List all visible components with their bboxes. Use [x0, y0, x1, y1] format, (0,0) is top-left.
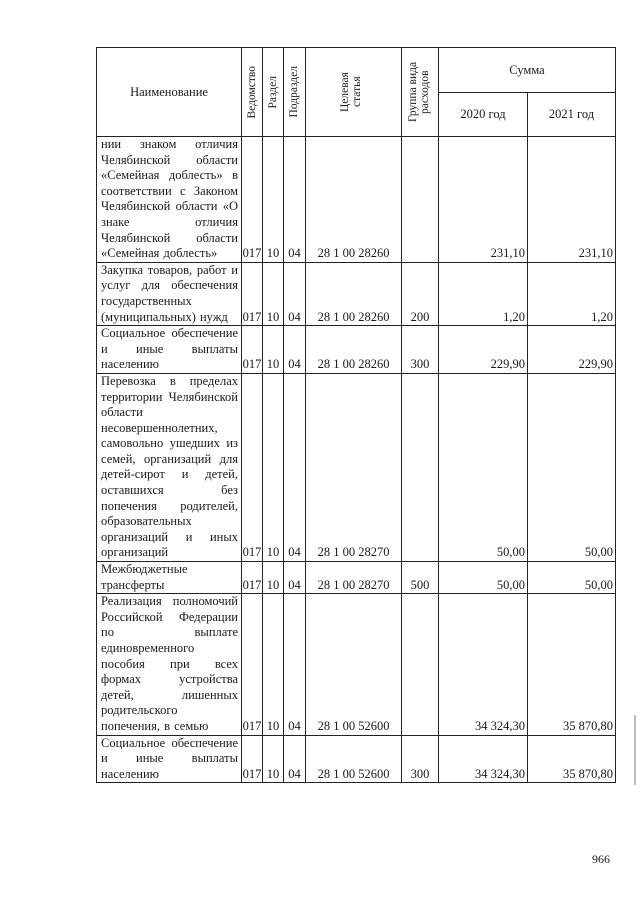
row-razdel-cell: 10	[263, 562, 284, 594]
row-vedomstvo-cell: 017	[242, 373, 263, 561]
row-celevaya-cell: 28 1 00 28270	[306, 373, 402, 561]
row-podrazdel-cell: 04	[284, 562, 306, 594]
row-celevaya-cell: 28 1 00 28260	[306, 262, 402, 325]
row-podrazdel-cell: 04	[284, 262, 306, 325]
header-summa-label: Сумма	[509, 62, 545, 77]
table-row	[97, 326, 616, 374]
row-name-cell: Закупка товаров, работ и услуг для обеспечения государственных (муниципальных) нужд	[97, 262, 242, 325]
table-body	[97, 137, 616, 783]
row-gruppa-cell: 200	[402, 262, 439, 325]
row-gruppa-cell: 300	[402, 326, 439, 374]
row-razdel-cell: 10	[263, 137, 284, 263]
row-gruppa-cell	[402, 373, 439, 561]
header-name	[97, 48, 242, 137]
header-year-2021-label: 2021 год	[548, 107, 595, 121]
row-celevaya-cell: 28 1 00 28260	[306, 137, 402, 263]
header-year-2021	[528, 93, 616, 137]
row-sum-2021-cell: 35 870,80	[528, 735, 616, 783]
row-sum-2020-cell: 231,10	[439, 137, 528, 263]
table-row	[97, 373, 616, 561]
table-row	[97, 594, 616, 735]
row-sum-2021-cell: 35 870,80	[528, 594, 616, 735]
header-vedomstvo	[242, 48, 263, 137]
row-gruppa-cell	[402, 594, 439, 735]
row-vedomstvo-cell: 017	[242, 735, 263, 783]
row-name-cell: Социальное обеспечение и иные выплаты населению	[97, 326, 242, 374]
row-gruppa-cell: 300	[402, 735, 439, 783]
row-celevaya-cell: 28 1 00 28270	[306, 562, 402, 594]
row-name-cell: Межбюджетные трансферты	[97, 562, 242, 594]
row-sum-2021-cell: 1,20	[528, 262, 616, 325]
row-razdel-cell: 10	[263, 262, 284, 325]
row-razdel-cell: 10	[263, 735, 284, 783]
row-podrazdel-cell: 04	[284, 735, 306, 783]
header-vedomstvo-label: Ведомство	[245, 65, 258, 119]
header-razdel	[263, 48, 284, 137]
row-sum-2020-cell: 50,00	[439, 373, 528, 561]
row-podrazdel-cell: 04	[284, 594, 306, 735]
row-vedomstvo-cell: 017	[242, 137, 263, 263]
scan-edge-mark	[634, 715, 636, 785]
page-number: 966	[592, 852, 610, 866]
table-row	[97, 137, 616, 263]
row-gruppa-cell: 500	[402, 562, 439, 594]
header-year-2020-label: 2020 год	[460, 107, 506, 121]
row-name-cell: Реализация полномочий Российской Федерации по выплате единовременного пособия при всех формах устройства детей, лишенных родительского попечения, в семью	[97, 594, 242, 735]
row-razdel-cell: 10	[263, 373, 284, 561]
row-name-cell: нии знаком отличия Челябинской области «Семейная доблесть» в соответствии с Законом Челябинской области «О знаке отличия Челябинской области «Семейная доблесть»	[97, 137, 242, 263]
row-sum-2020-cell: 34 324,30	[439, 735, 528, 783]
header-celevaya-label: Целевая статья	[338, 72, 363, 112]
row-gruppa-cell	[402, 137, 439, 263]
header-razdel-label: Раздел	[266, 75, 279, 109]
row-vedomstvo-cell: 017	[242, 262, 263, 325]
row-razdel-cell: 10	[263, 594, 284, 735]
row-name-cell: Социальное обеспечение и иные выплаты населению	[97, 735, 242, 783]
header-gruppa-label: Группа вида расходов	[407, 61, 432, 123]
header-podrazdel	[284, 48, 306, 137]
header-celevaya	[306, 48, 402, 137]
row-name-cell: Перевозка в пределах территории Челябинской области несовершеннолетних, самовольно ушедших из семей, организаций для детей-сирот и детей, оставшихся без попечения родителей, образовательных организаций и иных организаций	[97, 373, 242, 561]
row-celevaya-cell: 28 1 00 52600	[306, 735, 402, 783]
header-gruppa	[402, 48, 439, 137]
row-razdel-cell: 10	[263, 326, 284, 374]
table-row	[97, 735, 616, 783]
table-row	[97, 262, 616, 325]
row-celevaya-cell: 28 1 00 52600	[306, 594, 402, 735]
row-sum-2020-cell: 229,90	[439, 326, 528, 374]
header-name-label: Наименование	[130, 84, 208, 99]
row-sum-2021-cell: 231,10	[528, 137, 616, 263]
row-sum-2020-cell: 50,00	[439, 562, 528, 594]
row-podrazdel-cell: 04	[284, 137, 306, 263]
header-year-2020	[439, 93, 528, 137]
row-sum-2021-cell: 50,00	[528, 562, 616, 594]
row-sum-2020-cell: 1,20	[439, 262, 528, 325]
row-sum-2020-cell: 34 324,30	[439, 594, 528, 735]
row-vedomstvo-cell: 017	[242, 594, 263, 735]
row-sum-2021-cell: 229,90	[528, 326, 616, 374]
budget-table	[96, 47, 616, 783]
row-celevaya-cell: 28 1 00 28260	[306, 326, 402, 374]
table-row	[97, 562, 616, 594]
row-podrazdel-cell: 04	[284, 373, 306, 561]
header-podrazdel-label: Подраздел	[288, 66, 301, 118]
row-podrazdel-cell: 04	[284, 326, 306, 374]
row-vedomstvo-cell: 017	[242, 326, 263, 374]
row-sum-2021-cell: 50,00	[528, 373, 616, 561]
header-summa	[439, 48, 616, 93]
row-vedomstvo-cell: 017	[242, 562, 263, 594]
